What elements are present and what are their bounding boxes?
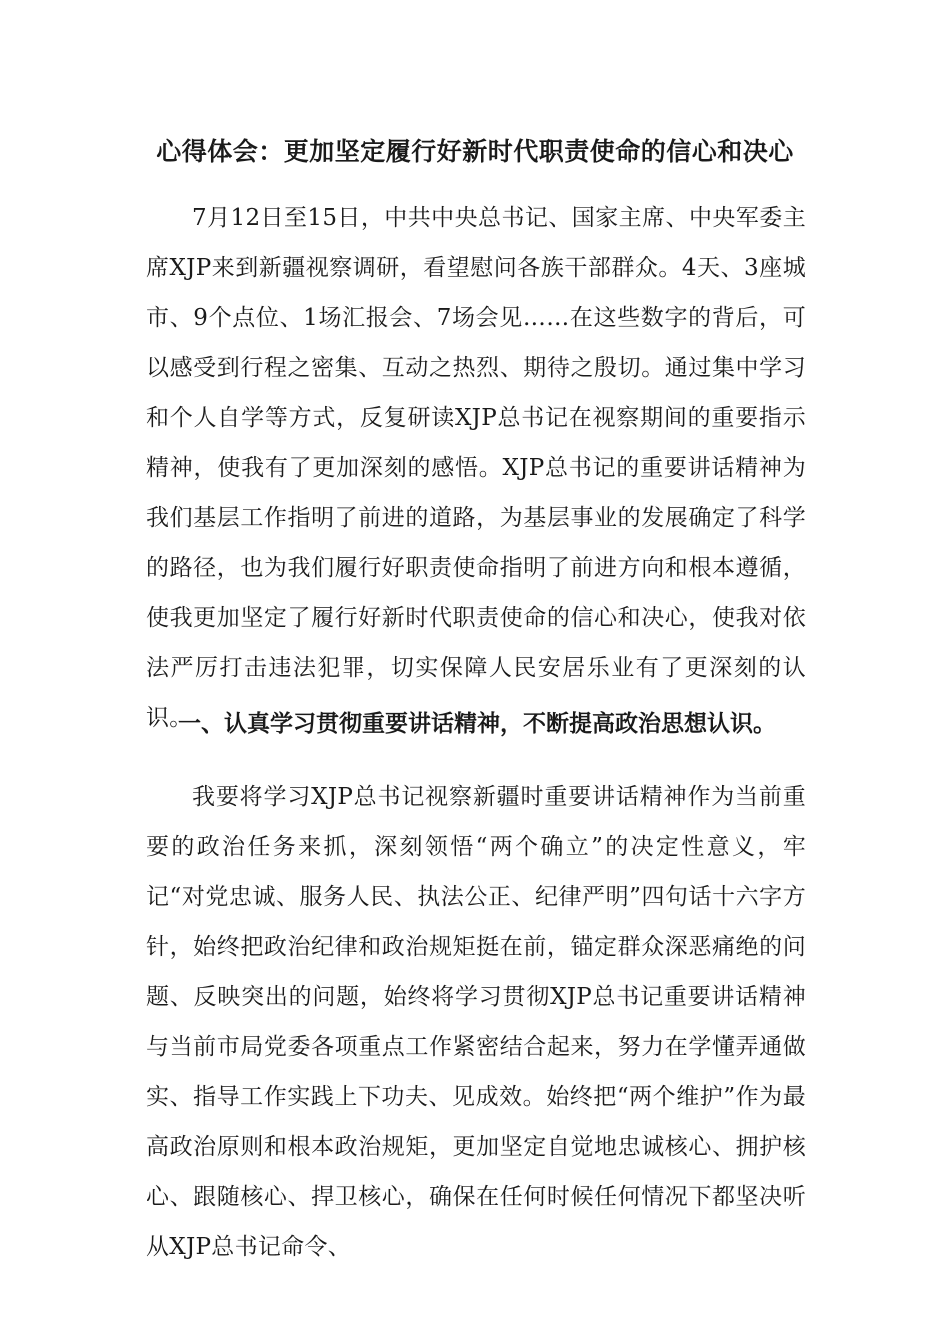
body-paragraph-section-1: 我要将学习XJP总书记视察新疆时重要讲话精神作为当前重要的政治任务来抓，深刻领悟“两个确立”的决定性意义，牢记“对党忠诚、服务人民、执法公正、纪律严明”四句话十六字方针，始终把政治纪律和政治规矩挺在前，锚定群众深恶痛绝的问题、反映突出的问题，始终将学习贯彻XJP总书记重要讲话精神与当前市局党委各项重点工作紧密结合起来，努力在学懂弄通做实、指导工作实践上下功夫、见成效。始终把“两个维护”作为最高政治原则和根本政治规矩，更加坚定自觉地忠诚核心、拥护核心、跟随核心、捍卫核心，确保在任何时候任何情况下都坚决听从XJP总书记命令、 (146, 784, 806, 1260)
body-paragraph-intro: 7月12日至15日，中共中央总书记、国家主席、中央军委主席XJP来到新疆视察调研，看望慰问各族干部群众。4天、3座城市、9个点位、1场汇报会、7场会见……在这些数字的背后，可以感受到行程之密集、互动之热烈、期待之殷切。通过集中学习和个人自学等方式，反复研读XJP总书记在视察期间的重要指示精神，使我有了更加深刻的感悟。XJP总书记的重要讲话精神为我们基层工作指明了前进的道路，为基层事业的发展确定了科学的路径，也为我们履行好职责使命指明了前进方向和根本遵循，使我更加坚定了履行好新时代职责使命的信心和决心，使我对依法严厉打击违法犯罪，切实保障人民安居乐业有了更深刻的认识。 (146, 205, 806, 731)
document-title: 心得体会：更加坚定履行好新时代职责使命的信心和决心 (156, 137, 794, 166)
section-heading-1: 一、认真学习贯彻重要讲话精神，不断提高政治思想认识。 (178, 711, 776, 737)
